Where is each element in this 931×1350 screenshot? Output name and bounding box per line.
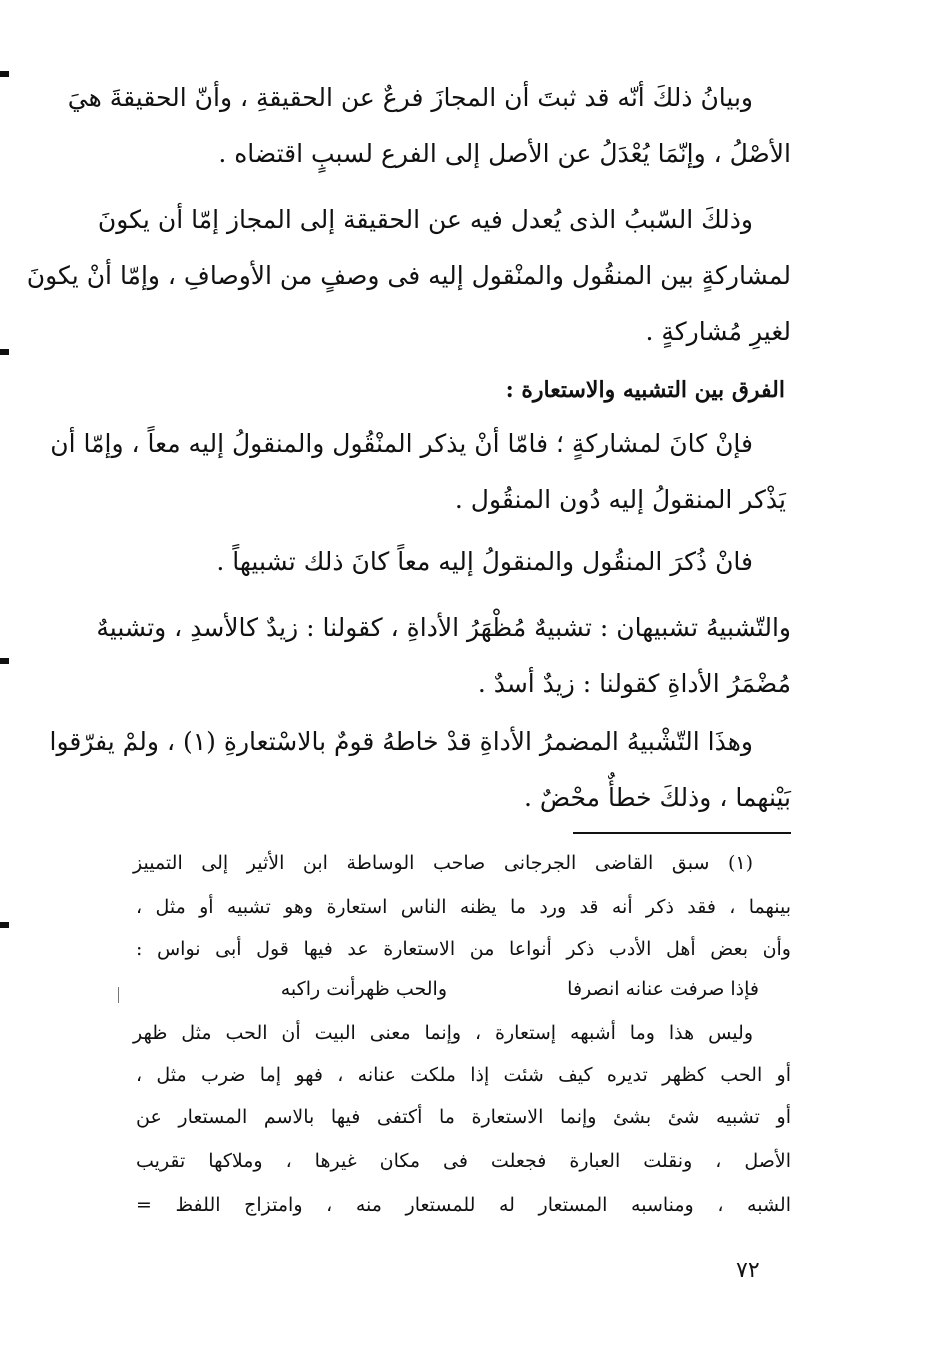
verse-first-hemistich: والحب ظهرأنت راكبه [280,978,447,1000]
footnote-line: الأصل ، ونقلت العبارة فجعلت فى مكان غيرها ، وملاكها تقريب [136,1150,791,1172]
body-line: وبيانُ ذلكَ أنّه قد ثبتَ أن المجازَ فرعٌ عن الحقيقةِ ، وأنّ الحقيقةَ هيَ [67,83,753,112]
stray-mark [118,987,119,1003]
footnote-line: (١) سبق القاضى الجرجانى صاحب الوساطة ابن الأثير إلى التمييز [133,852,753,874]
verse-second-hemistich: فإذا صرفت عنانه انصرفا [567,978,759,1000]
footnote-line: بينهما ، فقد ذكر أنه قد ورد ما يظنه الناس استعارة وهو تشبيه أو مثل ، [136,896,791,918]
footnote-line: وليس هذا وما أشبهه إستعارة ، وإنما معنى البيت أن الحب مثل ظهر [133,1022,753,1044]
body-line: وذلكَ السّببُ الذى يُعدل فيه عن الحقيقة إلى المجاز إمّا أن يكونَ [97,205,753,234]
footnote-rule [573,832,791,834]
body-line: فانْ ذُكرَ المنقُول والمنقولُ إليه معاً كانَ ذلك تشبيهاً . [216,547,753,576]
binding-mark [0,922,9,928]
body-line: يَذْكر المنقولُ إليه دُون المنقُول . [454,485,786,514]
body-line: بَيْنهما ، وذلكَ خطأٌ محْضٌ . [523,783,791,812]
binding-mark [0,658,9,664]
footnote-line: وأن بعض أهل الأدب ذكر أنواعا من الاستعارة عد فيها قول أبى نواس : [136,938,791,960]
section-heading: الفرق بين التشبيه والاستعارة : [505,377,785,403]
body-line: والتّشبيهُ تشبيهان : تشبيهٌ مُظْهَرُ الأداةِ ، كقولنا : زيدٌ كالأسدِ ، وتشبيهٌ [96,613,791,642]
page-number: ٧٢ [736,1258,760,1283]
body-line: لغيرِ مُشاركةٍ . [645,317,791,346]
body-line: لمشاركةٍ بين المنقُول والمنْقول إليه فى وصفٍ من الأوصافِ ، وإمّا أنْ يكونَ [26,261,791,290]
footnote-line: أو الحب كظهر تديره كيف شئت إذا ملكت عنانه ، فهو إما ضرب مثل ، [136,1064,791,1086]
body-line: الأصْلُ ، وإنّمَا يُعْدَلُ عن الأصل إلى الفرع لسببٍ اقتضاه . [218,139,791,168]
binding-mark [0,71,9,77]
body-line: وهذَا التّشْبيهُ المضمرُ الأداةِ قدْ خاطهُ قومٌ بالاسْتعارةِ (١) ، ولمْ يفرّقوا [49,727,753,756]
body-line: مُضْمَرُ الأداةِ كقولنا : زيدٌ أسدٌ . [477,669,791,698]
body-line: فإنْ كانَ لمشاركةٍ ؛ فامّا أنْ يذكر المنْقُول والمنقولُ إليه معاً ، وإمّا أن [50,429,753,458]
footnote-line: الشبه ، ومناسبه المستعار له للمستعار منه ، وامتزاج اللفظ = [136,1194,791,1216]
binding-mark [0,349,9,355]
footnote-line: أو تشبيه شئ بشئ وإنما الاستعارة ما أكتفى فيها بالاسم المستعار عن [136,1106,791,1128]
